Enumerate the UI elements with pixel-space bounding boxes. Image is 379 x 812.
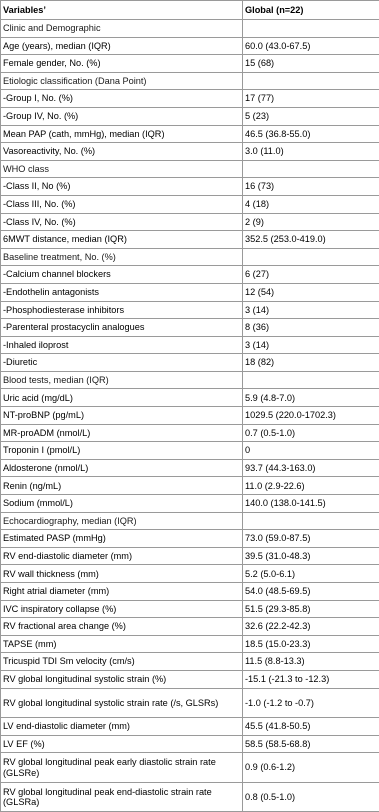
global-value bbox=[243, 160, 379, 178]
global-value: 6 (27) bbox=[243, 266, 379, 284]
variable-label: Vasoreactivity, No. (%) bbox=[1, 143, 243, 161]
table-row bbox=[1, 336, 379, 354]
global-value: 5 (23) bbox=[243, 107, 379, 125]
table-row bbox=[1, 424, 379, 442]
variable-label: RV global longitudinal peak early diastolic strain rate (GLSRe) bbox=[1, 753, 243, 783]
global-value: 352.5 (253.0-419.0) bbox=[243, 231, 379, 249]
variable-label: Uric acid (mg/dL) bbox=[1, 389, 243, 407]
table-row bbox=[1, 495, 379, 513]
section-label: Blood tests, median (IQR) bbox=[1, 371, 243, 389]
global-value: 3.0 (11.0) bbox=[243, 143, 379, 161]
variable-label: -Diuretic bbox=[1, 354, 243, 372]
global-value: 32.6 (22.2-42.3) bbox=[243, 618, 379, 636]
global-value bbox=[243, 20, 379, 38]
table-row bbox=[1, 389, 379, 407]
section-row bbox=[1, 20, 379, 38]
table-row bbox=[1, 407, 379, 425]
variable-label: IVC inspiratory collapse (%) bbox=[1, 600, 243, 618]
variable-label: RV global longitudinal systolic strain (%) bbox=[1, 670, 243, 688]
table-row bbox=[1, 565, 379, 583]
table-row bbox=[1, 688, 379, 718]
table-header-row bbox=[1, 1, 379, 20]
table-row bbox=[1, 178, 379, 196]
global-value: 15 (68) bbox=[243, 55, 379, 73]
global-value: 58.5 (58.5-68.8) bbox=[243, 735, 379, 753]
variable-label: NT-proBNP (pg/mL) bbox=[1, 407, 243, 425]
variable-label: Mean PAP (cath, mmHg), median (IQR) bbox=[1, 125, 243, 143]
variable-label: RV wall thickness (mm) bbox=[1, 565, 243, 583]
table-row bbox=[1, 477, 379, 495]
table-row bbox=[1, 753, 379, 783]
variable-label: -Calcium channel blockers bbox=[1, 266, 243, 284]
global-value: 18.5 (15.0-23.3) bbox=[243, 635, 379, 653]
table-row bbox=[1, 653, 379, 671]
table-row bbox=[1, 600, 379, 618]
global-value: 18 (82) bbox=[243, 354, 379, 372]
table-row bbox=[1, 735, 379, 753]
global-value: 93.7 (44.3-163.0) bbox=[243, 459, 379, 477]
variable-label: -Class IV, No. (%) bbox=[1, 213, 243, 231]
section-row bbox=[1, 160, 379, 178]
variable-label: Female gender, No. (%) bbox=[1, 55, 243, 73]
variable-label: Troponin I (pmol/L) bbox=[1, 442, 243, 460]
table-row bbox=[1, 530, 379, 548]
variable-label: -Group I, No. (%) bbox=[1, 90, 243, 108]
table-body bbox=[1, 20, 379, 812]
table-row bbox=[1, 195, 379, 213]
global-value: -15.1 (-21.3 to -12.3) bbox=[243, 670, 379, 688]
global-value: 54.0 (48.5-69.5) bbox=[243, 583, 379, 601]
variable-label: -Inhaled iloprost bbox=[1, 336, 243, 354]
section-row bbox=[1, 248, 379, 266]
global-value: 39.5 (31.0-48.3) bbox=[243, 547, 379, 565]
variable-label: Tricuspid TDI Sm velocity (cm/s) bbox=[1, 653, 243, 671]
table-row bbox=[1, 213, 379, 231]
table-row bbox=[1, 718, 379, 736]
table-row bbox=[1, 618, 379, 636]
variable-label: RV global longitudinal systolic strain rate (/s, GLSRs) bbox=[1, 688, 243, 718]
variable-label: Sodium (mmol/L) bbox=[1, 495, 243, 513]
table-row bbox=[1, 143, 379, 161]
global-value: -1.0 (-1.2 to -0.7) bbox=[243, 688, 379, 718]
global-value: 12 (54) bbox=[243, 283, 379, 301]
global-value: 17 (77) bbox=[243, 90, 379, 108]
table-row bbox=[1, 107, 379, 125]
table-row bbox=[1, 37, 379, 55]
section-label: Etiologic classification (Dana Point) bbox=[1, 72, 243, 90]
table-row bbox=[1, 266, 379, 284]
global-value: 3 (14) bbox=[243, 301, 379, 319]
global-value: 73.0 (59.0-87.5) bbox=[243, 530, 379, 548]
variable-label: -Class II, No (%) bbox=[1, 178, 243, 196]
global-value bbox=[243, 371, 379, 389]
table-row bbox=[1, 231, 379, 249]
global-value: 0.9 (0.6-1.2) bbox=[243, 753, 379, 783]
variable-label: Renin (ng/mL) bbox=[1, 477, 243, 495]
table-row bbox=[1, 442, 379, 460]
table-row bbox=[1, 90, 379, 108]
global-value bbox=[243, 72, 379, 90]
section-row bbox=[1, 72, 379, 90]
global-value: 11.5 (8.8-13.3) bbox=[243, 653, 379, 671]
table-row bbox=[1, 459, 379, 477]
variable-label: Aldosterone (nmol/L) bbox=[1, 459, 243, 477]
global-value: 5.2 (5.0-6.1) bbox=[243, 565, 379, 583]
table-row bbox=[1, 547, 379, 565]
global-value: 11.0 (2.9-22.6) bbox=[243, 477, 379, 495]
table-row bbox=[1, 670, 379, 688]
global-value: 51.5 (29.3-85.8) bbox=[243, 600, 379, 618]
variable-label: RV global longitudinal peak end-diastolic strain rate (GLSRa) bbox=[1, 782, 243, 812]
variable-label: 6MWT distance, median (IQR) bbox=[1, 231, 243, 249]
global-value: 5.9 (4.8-7.0) bbox=[243, 389, 379, 407]
section-label: Echocardiography, median (IQR) bbox=[1, 512, 243, 530]
global-value: 0.8 (0.5-1.0) bbox=[243, 782, 379, 812]
table-row bbox=[1, 583, 379, 601]
section-row bbox=[1, 371, 379, 389]
global-value: 46.5 (36.8-55.0) bbox=[243, 125, 379, 143]
section-label: WHO class bbox=[1, 160, 243, 178]
variable-label: RV end-diastolic diameter (mm) bbox=[1, 547, 243, 565]
global-value: 4 (18) bbox=[243, 195, 379, 213]
variable-label: -Phosphodiesterase inhibitors bbox=[1, 301, 243, 319]
global-value: 60.0 (43.0-67.5) bbox=[243, 37, 379, 55]
variable-label: LV EF (%) bbox=[1, 735, 243, 753]
table-row bbox=[1, 301, 379, 319]
table-row bbox=[1, 283, 379, 301]
table-row bbox=[1, 125, 379, 143]
global-value: 45.5 (41.8-50.5) bbox=[243, 718, 379, 736]
global-value: 0.7 (0.5-1.0) bbox=[243, 424, 379, 442]
variable-label: RV fractional area change (%) bbox=[1, 618, 243, 636]
global-value bbox=[243, 248, 379, 266]
header-variables: Variables’ bbox=[1, 1, 243, 20]
table-row bbox=[1, 635, 379, 653]
variable-label: Estimated PASP (mmHg) bbox=[1, 530, 243, 548]
global-value: 2 (9) bbox=[243, 213, 379, 231]
header-global: Global (n=22) bbox=[243, 1, 379, 20]
table-row bbox=[1, 782, 379, 812]
global-value bbox=[243, 512, 379, 530]
table-row bbox=[1, 55, 379, 73]
table-row bbox=[1, 354, 379, 372]
global-value: 140.0 (138.0-141.5) bbox=[243, 495, 379, 513]
variable-label: -Endothelin antagonists bbox=[1, 283, 243, 301]
global-value: 1029.5 (220.0-1702.3) bbox=[243, 407, 379, 425]
variable-label: Age (years), median (IQR) bbox=[1, 37, 243, 55]
global-value: 16 (73) bbox=[243, 178, 379, 196]
global-value: 0 bbox=[243, 442, 379, 460]
section-label: Baseline treatment, No. (%) bbox=[1, 248, 243, 266]
table-row bbox=[1, 319, 379, 337]
section-row bbox=[1, 512, 379, 530]
variable-label: Right atrial diameter (mm) bbox=[1, 583, 243, 601]
global-value: 3 (14) bbox=[243, 336, 379, 354]
variable-label: -Parenteral prostacyclin analogues bbox=[1, 319, 243, 337]
variable-label: -Class III, No. (%) bbox=[1, 195, 243, 213]
variable-label: MR-proADM (nmol/L) bbox=[1, 424, 243, 442]
global-value: 8 (36) bbox=[243, 319, 379, 337]
variable-label: -Group IV, No. (%) bbox=[1, 107, 243, 125]
variable-label: TAPSE (mm) bbox=[1, 635, 243, 653]
variable-label: LV end-diastolic diameter (mm) bbox=[1, 718, 243, 736]
section-label: Clinic and Demographic bbox=[1, 20, 243, 38]
